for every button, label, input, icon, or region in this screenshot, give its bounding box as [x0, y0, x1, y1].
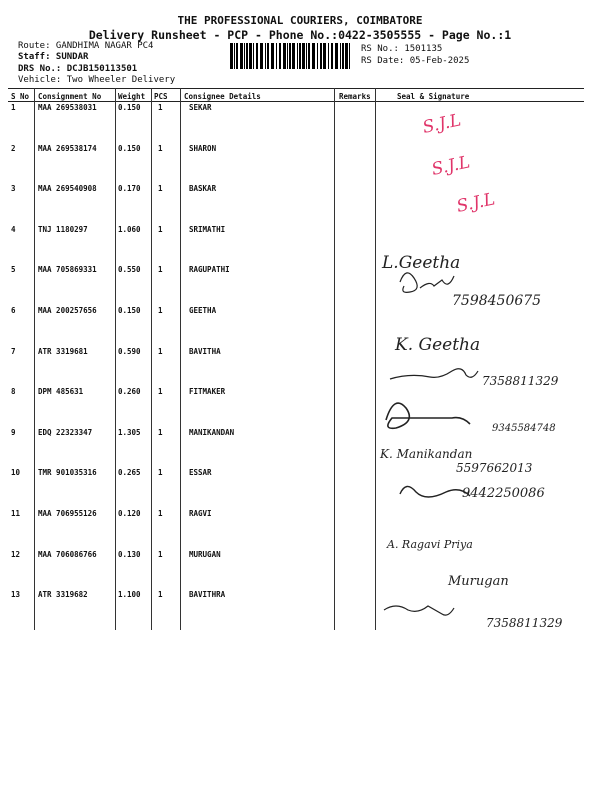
barcode-bar — [279, 43, 281, 69]
consignee-cell: BAVITHA — [189, 346, 221, 356]
pcs-cell: 1 — [158, 143, 163, 153]
barcode-bar — [345, 43, 348, 69]
sno-cell: 7 — [11, 346, 16, 356]
staff-label: Staff: SUNDAR — [18, 52, 89, 62]
signature: K. Manikandan — [380, 447, 473, 461]
barcode-bar — [283, 43, 286, 69]
pcs-cell: 1 — [158, 387, 163, 397]
consignment-cell: MAA 705869331 — [38, 265, 97, 275]
consignee-cell: GEETHA — [189, 306, 217, 315]
sno-cell: 4 — [11, 224, 16, 234]
column-divider — [180, 88, 181, 630]
consignment-cell: MAA 706955126 — [38, 509, 97, 518]
phone-number: 9345584748 — [492, 423, 556, 434]
consignee-cell: SHARON — [189, 143, 217, 153]
consignment-cell: MAA 269540908 — [38, 184, 97, 194]
barcode-bar — [236, 43, 238, 69]
consignee-cell: RAGVI — [189, 509, 212, 518]
col-header-remarks: Remarks — [339, 92, 371, 101]
weight-cell: 0.260 — [118, 387, 141, 397]
weight-cell: 1.305 — [118, 427, 141, 437]
col-header-consignee: Consignee Details — [184, 92, 261, 101]
consignee-cell: MANIKANDAN — [189, 427, 235, 437]
col-header-weight: Weight — [118, 92, 146, 101]
sno-cell: 5 — [11, 265, 16, 275]
weight-cell: 0.265 — [118, 468, 141, 478]
vehicle-label: Vehicle: Two Wheeler Delivery — [18, 75, 176, 85]
barcode-bar — [335, 43, 338, 69]
barcode-bar — [234, 43, 235, 69]
sno-cell: 13 — [11, 590, 21, 600]
sno-cell: 3 — [11, 184, 16, 194]
barcode-bar — [297, 43, 298, 69]
pcs-cell: 1 — [158, 427, 163, 437]
barcode-bar — [240, 43, 243, 69]
phone-number: 7598450675 — [452, 293, 542, 309]
consignment-cell: DPM 485631 — [38, 387, 84, 397]
consignee-cell: SRIMATHI — [189, 224, 226, 234]
consignment-cell: MAA 269538031 — [38, 103, 97, 112]
barcode-bar — [292, 43, 295, 69]
stamp-signature: S.J.L — [429, 152, 472, 180]
barcode-bar — [312, 43, 315, 69]
drs-number: DRS No.: DCJB150113501 — [18, 64, 138, 74]
sno-cell: 12 — [11, 549, 21, 559]
barcode-bar — [287, 43, 288, 69]
signature-scribble — [384, 606, 454, 615]
col-header-pcs: PCS — [154, 92, 168, 101]
consignment-cell: MAA 200257656 — [38, 306, 97, 315]
barcode-bar — [244, 43, 245, 69]
column-divider — [334, 88, 335, 630]
consignee-cell: BASKAR — [189, 184, 217, 194]
pcs-cell: 1 — [158, 224, 163, 234]
consignee-cell: MURUGAN — [189, 549, 221, 559]
signature-scribble — [386, 403, 470, 428]
barcode-bar — [328, 43, 329, 69]
consignment-cell: ATR 3319681 — [38, 346, 88, 356]
column-divider — [151, 88, 152, 630]
stamp-signature: S.J.L — [420, 110, 463, 138]
weight-cell: 0.150 — [118, 103, 141, 112]
weight-cell: 0.120 — [118, 509, 141, 518]
table-top-rule — [8, 88, 584, 89]
barcode-bar — [256, 43, 258, 69]
phone-number: 7358811329 — [486, 616, 563, 630]
pcs-cell: 1 — [158, 265, 163, 275]
pcs-cell: 1 — [158, 346, 163, 356]
pcs-cell: 1 — [158, 184, 163, 194]
barcode-bar — [323, 43, 326, 69]
sno-cell: 1 — [11, 103, 16, 112]
consignment-cell: MAA 706086766 — [38, 549, 97, 559]
barcode-bar — [276, 43, 277, 69]
column-divider — [115, 88, 116, 630]
col-header-consignment: Consignment No — [38, 92, 102, 101]
phone-number: 7358811329 — [482, 374, 559, 388]
consignee-cell: BAVITHRA — [189, 590, 226, 600]
barcode-bar — [308, 43, 310, 69]
rs-number: RS No.: 1501135 — [361, 44, 443, 54]
barcode-bar — [302, 43, 305, 69]
pcs-cell: 1 — [158, 590, 163, 600]
signature: Murugan — [448, 574, 509, 589]
column-divider — [34, 88, 35, 630]
consignment-cell: ATR 3319682 — [38, 590, 88, 600]
barcode-bar — [306, 43, 307, 69]
barcode-bar — [331, 43, 333, 69]
barcode-bar — [349, 43, 350, 69]
sno-cell: 6 — [11, 306, 16, 315]
consignment-cell: EDQ 22323347 — [38, 427, 93, 437]
signature: A. Ragavi Priya — [387, 538, 473, 551]
signature: K. Geetha — [395, 335, 481, 355]
runsheet-title: Delivery Runsheet - PCP - Phone No.:0422-3505555 - Page No.:1 — [88, 28, 512, 42]
consignment-cell: TNJ 1180297 — [38, 224, 88, 234]
barcode-bar — [342, 43, 344, 69]
consignment-cell: TMR 901035316 — [38, 468, 97, 478]
column-divider — [375, 88, 376, 630]
sno-cell: 9 — [11, 427, 16, 437]
barcode-bar — [271, 43, 274, 69]
pcs-cell: 1 — [158, 306, 163, 315]
barcode-bar — [253, 43, 254, 69]
barcode-bar — [267, 43, 269, 69]
stamp-signature: S.J.L — [454, 189, 497, 217]
consignment-cell: MAA 269538174 — [38, 143, 97, 153]
signature-scribble — [400, 273, 454, 293]
consignee-cell: RAGUPATHI — [189, 265, 230, 275]
barcode-bar — [246, 43, 248, 69]
barcode-icon — [230, 43, 354, 69]
pcs-cell: 1 — [158, 509, 163, 518]
barcode-bar — [265, 43, 266, 69]
barcode-bar — [260, 43, 263, 69]
weight-cell: 0.150 — [118, 143, 141, 153]
phone-number: 5597662013 — [456, 461, 533, 475]
col-header-sno: S No — [11, 92, 30, 101]
consignee-cell: ESSAR — [189, 468, 212, 478]
sno-cell: 2 — [11, 143, 16, 153]
table-header-rule — [8, 101, 584, 102]
weight-cell: 0.150 — [118, 306, 141, 315]
weight-cell: 0.130 — [118, 549, 141, 559]
barcode-bar — [317, 43, 318, 69]
route-label: Route: GANDHIMA NAGAR PC4 — [18, 41, 154, 51]
weight-cell: 0.590 — [118, 346, 141, 356]
barcode-bar — [340, 43, 341, 69]
barcode-bar — [320, 43, 322, 69]
signature-scribble — [390, 369, 478, 379]
consignee-cell: FITMAKER — [189, 387, 226, 397]
barcode-bar — [230, 43, 233, 69]
sno-cell: 8 — [11, 387, 16, 397]
sno-cell: 11 — [11, 509, 21, 518]
consignee-cell: SEKAR — [189, 103, 212, 112]
signature: L.Geetha — [382, 253, 461, 273]
col-header-seal: Seal & Signature — [397, 92, 470, 101]
weight-cell: 1.060 — [118, 224, 141, 234]
phone-number: 9442250086 — [462, 486, 545, 501]
rs-date: RS Date: 05-Feb-2025 — [361, 56, 470, 66]
company-name: THE PROFESSIONAL COURIERS, COIMBATORE — [177, 14, 423, 27]
barcode-bar — [289, 43, 291, 69]
weight-cell: 1.100 — [118, 590, 141, 600]
pcs-cell: 1 — [158, 549, 163, 559]
sno-cell: 10 — [11, 468, 21, 478]
weight-cell: 0.550 — [118, 265, 141, 275]
barcode-bar — [249, 43, 252, 69]
barcode-bar — [299, 43, 301, 69]
signature-scribble — [400, 486, 470, 497]
pcs-cell: 1 — [158, 103, 163, 112]
weight-cell: 0.170 — [118, 184, 141, 194]
pcs-cell: 1 — [158, 468, 163, 478]
